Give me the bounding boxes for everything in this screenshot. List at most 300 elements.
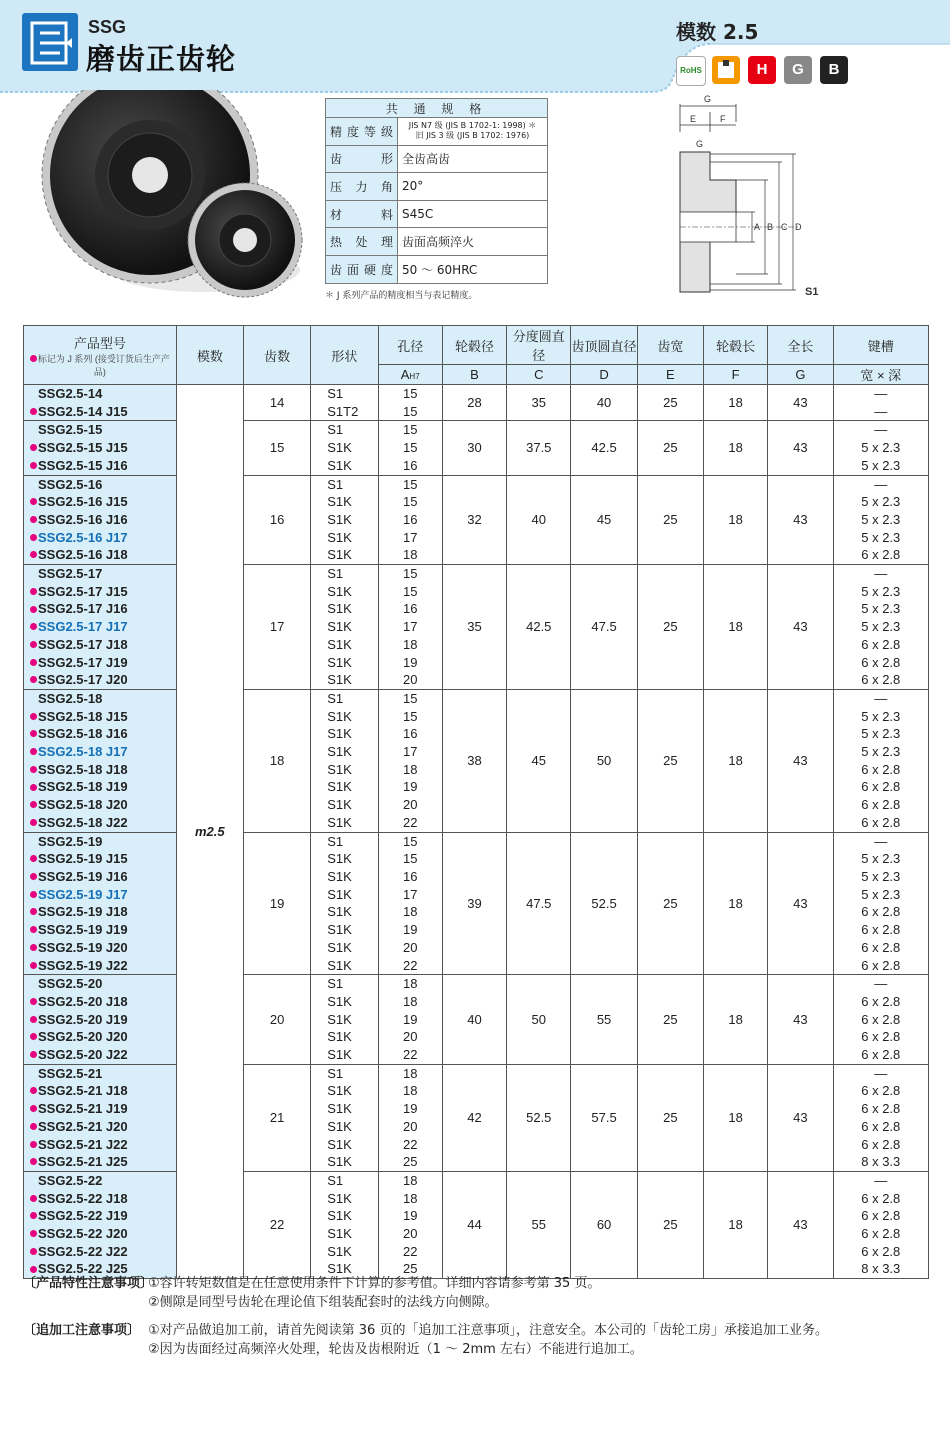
shape-cell: S1K xyxy=(311,1136,378,1154)
model-number: SSG2.5-19 J16 xyxy=(38,868,128,884)
teeth-cell: 15 xyxy=(243,421,310,475)
keyway-cell: 5 x 2.3 xyxy=(833,439,928,457)
keyway-cell: 6 x 2.8 xyxy=(833,1082,928,1100)
keyway-cell: 6 x 2.8 xyxy=(833,654,928,672)
model-number: SSG2.5-21 J22 xyxy=(38,1136,128,1152)
dim-c-cell: 40 xyxy=(507,475,571,565)
black-oxide-badge-icon: B xyxy=(820,56,848,84)
dim-d-cell: 57.5 xyxy=(571,1064,637,1171)
model-number: SSG2.5-14 xyxy=(38,386,103,401)
shape-cell: S1K xyxy=(311,600,378,618)
dim-e-cell: 25 xyxy=(637,975,703,1065)
keyway-cell: — xyxy=(833,385,928,403)
model-cell xyxy=(24,654,177,672)
keyway-cell: 5 x 2.3 xyxy=(833,886,928,904)
j-series-dot-icon xyxy=(30,444,37,451)
keyway-cell: 5 x 2.3 xyxy=(833,600,928,618)
keyway-cell: 6 x 2.8 xyxy=(833,1190,928,1208)
bore-cell: 18 xyxy=(378,1082,442,1100)
dim-c-label: C xyxy=(781,222,788,232)
col-model-header xyxy=(24,326,177,385)
shape-cell: S1K xyxy=(311,493,378,511)
model-cell xyxy=(24,511,177,529)
dim-e-cell: 25 xyxy=(637,385,703,421)
series-code: SSG xyxy=(88,17,127,37)
product-notes-tag: 〔产品特性注意事项〕 xyxy=(23,1276,154,1291)
j-series-dot-icon xyxy=(30,659,37,666)
teeth-cell: 18 xyxy=(243,689,310,832)
j-series-dot-icon xyxy=(30,534,37,541)
col-hub-dia-header: 轮毂径 xyxy=(442,326,506,365)
keyway-cell: 8 x 3.3 xyxy=(833,1260,928,1278)
col-keyway-sub: 宽 × 深 xyxy=(833,365,928,385)
model-number: SSG2.5-22 J19 xyxy=(38,1208,128,1224)
shape-cell: S1 xyxy=(311,1171,378,1189)
model-cell xyxy=(24,1136,177,1154)
bore-cell: 15 xyxy=(378,832,442,850)
bore-cell: 15 xyxy=(378,421,442,439)
keyway-cell: 6 x 2.8 xyxy=(833,778,928,796)
model-number: SSG2.5-21 J18 xyxy=(38,1083,128,1099)
model-number: SSG2.5-17 J18 xyxy=(38,636,128,652)
model-number: SSG2.5-18 xyxy=(38,690,103,706)
model-cell xyxy=(24,671,177,689)
ground-badge-icon: G xyxy=(784,56,812,84)
shape-cell: S1K xyxy=(311,886,378,904)
spec-label: 齿 形 xyxy=(326,145,398,173)
model-cell xyxy=(24,1171,177,1189)
bore-cell: 19 xyxy=(378,1207,442,1225)
dim-g-cell: 43 xyxy=(768,689,833,832)
dim-f-cell: 18 xyxy=(703,475,767,565)
model-number: SSG2.5-20 J20 xyxy=(38,1029,128,1045)
model-number: SSG2.5-18 J19 xyxy=(38,779,128,795)
model-cell xyxy=(24,725,177,743)
model-cell xyxy=(24,689,177,707)
table-row xyxy=(24,421,929,439)
model-cell xyxy=(24,1028,177,1046)
shape-cell: S1K xyxy=(311,850,378,868)
bore-cell: 17 xyxy=(378,529,442,547)
model-cell xyxy=(24,457,177,475)
model-number: SSG2.5-16 J18 xyxy=(38,547,128,563)
keyway-cell: 6 x 2.8 xyxy=(833,1011,928,1029)
model-cell xyxy=(24,903,177,921)
model-number: SSG2.5-22 J18 xyxy=(38,1190,128,1206)
bore-cell: 22 xyxy=(378,1243,442,1261)
bore-cell: 15 xyxy=(378,403,442,421)
dim-g-label: G xyxy=(704,94,712,104)
bore-cell: 20 xyxy=(378,671,442,689)
j-series-dot-icon xyxy=(30,1141,37,1148)
spec-label: 压 力 角 xyxy=(326,173,398,201)
dim-c-cell: 52.5 xyxy=(507,1064,571,1171)
model-number: SSG2.5-18 J15 xyxy=(38,708,128,724)
model-cell xyxy=(24,403,177,421)
dim-f-cell: 18 xyxy=(703,689,767,832)
model-cell xyxy=(24,886,177,904)
dim-d-cell: 60 xyxy=(571,1171,637,1278)
bore-cell: 15 xyxy=(378,850,442,868)
j-series-dot-icon xyxy=(30,713,37,720)
j-series-dot-icon xyxy=(30,748,37,755)
keyway-cell: — xyxy=(833,1171,928,1189)
dim-d-label: D xyxy=(795,222,802,232)
model-number: SSG2.5-20 J18 xyxy=(38,993,128,1009)
model-number: SSG2.5-15 J16 xyxy=(38,457,128,473)
keyway-cell: 6 x 2.8 xyxy=(833,814,928,832)
shape-cell: S1K xyxy=(311,903,378,921)
model-number: SSG2.5-19 J22 xyxy=(38,957,128,973)
hardened-badge-icon: H xyxy=(748,56,776,84)
j-series-dot-icon xyxy=(30,926,37,933)
dim-c-cell: 37.5 xyxy=(507,421,571,475)
keyway-cell: 6 x 2.8 xyxy=(833,761,928,779)
col-hub-dia-sub: B xyxy=(442,365,506,385)
model-cell xyxy=(24,618,177,636)
model-number: SSG2.5-19 J18 xyxy=(38,904,128,920)
bore-cell: 17 xyxy=(378,886,442,904)
model-cell xyxy=(24,957,177,975)
keyway-cell: 6 x 2.8 xyxy=(833,671,928,689)
bore-cell: 18 xyxy=(378,903,442,921)
table-row xyxy=(24,832,929,850)
shape-cell: S1K xyxy=(311,1243,378,1261)
keyway-cell: 6 x 2.8 xyxy=(833,939,928,957)
spec-label: 热 处 理 xyxy=(326,228,398,256)
table-row xyxy=(24,1171,929,1189)
model-cell xyxy=(24,939,177,957)
rohs-badge-icon: RoHS xyxy=(676,56,706,86)
dim-c-cell: 55 xyxy=(507,1171,571,1278)
module-cell: m2.5 xyxy=(176,385,243,1279)
keyway-cell: — xyxy=(833,1064,928,1082)
model-cell xyxy=(24,421,177,439)
j-series-dot-icon xyxy=(30,944,37,951)
dim-f-cell: 18 xyxy=(703,832,767,975)
dim-g-cell: 43 xyxy=(768,385,833,421)
model-cell xyxy=(24,1082,177,1100)
keyway-cell: 6 x 2.8 xyxy=(833,1028,928,1046)
keyway-cell: 5 x 2.3 xyxy=(833,868,928,886)
j-series-dot-icon xyxy=(30,819,37,826)
col-total-len-header: 全长 xyxy=(768,326,833,365)
shape-cell: S1K xyxy=(311,1190,378,1208)
j-series-dot-icon xyxy=(30,1212,37,1219)
shape-cell: S1K xyxy=(311,1011,378,1029)
shape-cell: S1K xyxy=(311,796,378,814)
bore-cell: 20 xyxy=(378,1028,442,1046)
shape-cell: S1K xyxy=(311,1118,378,1136)
keyway-cell: — xyxy=(833,475,928,493)
shape-cell: S1 xyxy=(311,475,378,493)
model-cell xyxy=(24,761,177,779)
table-row xyxy=(24,565,929,583)
table-row xyxy=(24,1064,929,1082)
model-number: SSG2.5-19 J20 xyxy=(38,939,128,955)
j-series-dot-icon xyxy=(30,998,37,1005)
col-face-width-sub: E xyxy=(637,365,703,385)
teeth-cell: 19 xyxy=(243,832,310,975)
shape-cell: S1 xyxy=(311,1064,378,1082)
j-series-dot-icon xyxy=(30,1158,37,1165)
model-cell xyxy=(24,583,177,601)
col-hub-len-header: 轮毂长 xyxy=(703,326,767,365)
model-cell xyxy=(24,439,177,457)
keyway-cell: 6 x 2.8 xyxy=(833,1046,928,1064)
shape-cell: S1K xyxy=(311,618,378,636)
keyway-cell: — xyxy=(833,403,928,421)
dim-d-cell: 47.5 xyxy=(571,565,637,690)
bore-cell: 25 xyxy=(378,1260,442,1278)
product-notes xyxy=(23,1272,929,1312)
model-number: SSG2.5-15 J15 xyxy=(38,440,128,456)
keyway-cell: — xyxy=(833,975,928,993)
bore-cell: 16 xyxy=(378,600,442,618)
bore-cell: 15 xyxy=(378,708,442,726)
keyway-cell: 5 x 2.3 xyxy=(833,743,928,761)
keyway-cell: 6 x 2.8 xyxy=(833,546,928,564)
dim-f-label: F xyxy=(720,114,726,124)
keyway-cell: 6 x 2.8 xyxy=(833,957,928,975)
shape-cell: S1K xyxy=(311,1100,378,1118)
j-series-dot-icon xyxy=(30,641,37,648)
j-series-dot-icon xyxy=(30,606,37,613)
bore-cell: 20 xyxy=(378,796,442,814)
keyway-cell: 6 x 2.8 xyxy=(833,921,928,939)
j-series-dot-icon xyxy=(30,1016,37,1023)
model-number: SSG2.5-18 J17 xyxy=(38,744,128,760)
model-cell xyxy=(24,1046,177,1064)
dim-b-cell: 38 xyxy=(442,689,506,832)
model-number: SSG2.5-17 J20 xyxy=(38,672,128,688)
dim-d-cell: 50 xyxy=(571,689,637,832)
model-number: SSG2.5-20 J19 xyxy=(38,1011,128,1027)
keyway-cell: 6 x 2.8 xyxy=(833,636,928,654)
dim-e-cell: 25 xyxy=(637,1171,703,1278)
model-number: SSG2.5-15 xyxy=(38,422,103,438)
j-series-dot-icon xyxy=(30,516,37,523)
shape-cell: S1K xyxy=(311,725,378,743)
dim-b-cell: 28 xyxy=(442,385,506,421)
model-cell xyxy=(24,778,177,796)
bore-cell: 16 xyxy=(378,725,442,743)
bore-cell: 19 xyxy=(378,921,442,939)
shape-cell: S1 xyxy=(311,832,378,850)
product-note-line: ②侧隙是同型号齿轮在理论值下组装配套时的法线方向侧隙。 xyxy=(148,1295,498,1310)
model-cell xyxy=(24,993,177,1011)
keyway-cell: 5 x 2.3 xyxy=(833,511,928,529)
bore-cell: 18 xyxy=(378,636,442,654)
shape-cell: S1K xyxy=(311,583,378,601)
keyway-cell: 6 x 2.8 xyxy=(833,903,928,921)
j-series-dot-icon xyxy=(30,730,37,737)
shape-cell: S1K xyxy=(311,743,378,761)
model-number: SSG2.5-16 J16 xyxy=(38,511,128,527)
model-number: SSG2.5-22 xyxy=(38,1172,103,1188)
keyway-cell: 8 x 3.3 xyxy=(833,1153,928,1171)
model-number: SSG2.5-18 J18 xyxy=(38,761,128,777)
dim-d-cell: 52.5 xyxy=(571,832,637,975)
dim-g-cell: 43 xyxy=(768,832,833,975)
j-series-dot-icon xyxy=(30,1105,37,1112)
dim-c-cell: 45 xyxy=(507,689,571,832)
model-number: SSG2.5-18 J20 xyxy=(38,797,128,813)
shape-cell: S1K xyxy=(311,778,378,796)
shape-cell: S1K xyxy=(311,546,378,564)
col-bore-sub: AH7 xyxy=(378,365,442,385)
dim-b-cell: 35 xyxy=(442,565,506,690)
keyway-cell: 5 x 2.3 xyxy=(833,529,928,547)
model-cell xyxy=(24,529,177,547)
spec-value: S45C xyxy=(398,200,548,228)
model-cell xyxy=(24,1207,177,1225)
model-cell xyxy=(24,1011,177,1029)
bore-cell: 20 xyxy=(378,1225,442,1243)
model-number: SSG2.5-22 J25 xyxy=(38,1261,128,1277)
teeth-cell: 20 xyxy=(243,975,310,1065)
dim-g-cell: 43 xyxy=(768,565,833,690)
dim-f-cell: 18 xyxy=(703,975,767,1065)
model-cell xyxy=(24,1225,177,1243)
model-cell xyxy=(24,1190,177,1208)
dim-g-cell: 43 xyxy=(768,1171,833,1278)
process-note-line: ①对产品做追加工前，请首先阅读第 36 页的「追加工注意事项」，注意安全。本公司的「齿轮工房」承接追加工业务。 xyxy=(148,1323,828,1338)
j-series-dot-icon xyxy=(30,1123,37,1130)
model-cell xyxy=(24,565,177,583)
model-cell xyxy=(24,868,177,886)
bore-cell: 15 xyxy=(378,565,442,583)
dim-d-cell: 45 xyxy=(571,475,637,565)
model-number: SSG2.5-16 J15 xyxy=(38,494,128,510)
bore-cell: 19 xyxy=(378,1100,442,1118)
j-series-dot-icon xyxy=(30,623,37,630)
spec-label: 齿面硬度 xyxy=(326,255,398,283)
model-number: SSG2.5-18 J16 xyxy=(38,726,128,742)
shape-cell: S1K xyxy=(311,761,378,779)
bore-cell: 20 xyxy=(378,939,442,957)
shape-cell: S1K xyxy=(311,939,378,957)
shape-cell: S1K xyxy=(311,654,378,672)
teeth-cell: 22 xyxy=(243,1171,310,1278)
keyway-cell: 5 x 2.3 xyxy=(833,725,928,743)
model-cell xyxy=(24,1100,177,1118)
bore-cell: 18 xyxy=(378,993,442,1011)
dim-e-cell: 25 xyxy=(637,421,703,475)
shape-cell: S1K xyxy=(311,1046,378,1064)
model-cell xyxy=(24,850,177,868)
model-number: SSG2.5-19 J17 xyxy=(38,886,128,902)
model-number: SSG2.5-16 xyxy=(38,476,103,492)
dim-d-cell: 40 xyxy=(571,385,637,421)
bore-cell: 18 xyxy=(378,1064,442,1082)
col-pitch-dia-header: 分度圆直径 xyxy=(507,326,571,365)
model-cell xyxy=(24,743,177,761)
model-cell xyxy=(24,636,177,654)
series-name: 磨齿正齿轮 xyxy=(86,42,237,76)
bore-cell: 22 xyxy=(378,1046,442,1064)
j-series-dot-icon xyxy=(30,766,37,773)
j-series-dot-icon xyxy=(30,408,37,415)
j-series-dot-icon xyxy=(30,498,37,505)
col-face-width-header: 齿宽 xyxy=(637,326,703,365)
dim-f-cell: 18 xyxy=(703,565,767,690)
col-hub-len-sub: F xyxy=(703,365,767,385)
shape-cell: S1 xyxy=(311,689,378,707)
model-number: SSG2.5-17 J17 xyxy=(38,619,128,635)
shape-cell: S1K xyxy=(311,1028,378,1046)
model-number: SSG2.5-20 J22 xyxy=(38,1047,128,1063)
series-logo-icon xyxy=(22,13,78,71)
model-number: SSG2.5-19 xyxy=(38,833,103,849)
col-keyway-header: 键槽 xyxy=(833,326,928,365)
bore-cell: 15 xyxy=(378,439,442,457)
shape-cell: S1K xyxy=(311,1153,378,1171)
j-series-dot-icon xyxy=(30,801,37,808)
dim-b-label: B xyxy=(767,222,774,232)
j-series-dot-icon xyxy=(30,891,37,898)
model-number: SSG2.5-21 xyxy=(38,1065,103,1081)
module-label: 模数 2.5 xyxy=(676,20,759,44)
shape-cell: S1K xyxy=(311,511,378,529)
table-row xyxy=(24,975,929,993)
j-series-dot-icon xyxy=(30,1195,37,1202)
col-module-header: 模数 xyxy=(176,326,243,385)
dim-f-cell: 18 xyxy=(703,421,767,475)
bore-cell: 17 xyxy=(378,618,442,636)
model-number: SSG2.5-17 J15 xyxy=(38,583,128,599)
bore-cell: 18 xyxy=(378,975,442,993)
table-row xyxy=(24,475,929,493)
j-series-dot-icon xyxy=(30,588,37,595)
keyway-cell: — xyxy=(833,421,928,439)
keyway-cell: — xyxy=(833,565,928,583)
model-cell xyxy=(24,921,177,939)
dim-d-cell: 42.5 xyxy=(571,421,637,475)
j-series-dot-icon xyxy=(30,855,37,862)
dim-e-cell: 25 xyxy=(637,689,703,832)
product-table xyxy=(23,325,929,1279)
keyway-cell: 5 x 2.3 xyxy=(833,708,928,726)
shape-cell: S1K xyxy=(311,921,378,939)
bore-cell: 17 xyxy=(378,743,442,761)
dim-e-cell: 25 xyxy=(637,1064,703,1171)
product-note-line: ①容许转矩数值是在任意使用条件下计算的参考值。详细内容请参考第 35 页。 xyxy=(148,1276,601,1291)
dim-c-cell: 42.5 xyxy=(507,565,571,690)
dim-b-cell: 32 xyxy=(442,475,506,565)
spec-value: 50 ～ 60HRC xyxy=(398,255,548,283)
dim-e-cell: 25 xyxy=(637,832,703,975)
model-number: SSG2.5-22 J20 xyxy=(38,1226,128,1242)
bore-cell: 16 xyxy=(378,868,442,886)
gear-dimension-drawing xyxy=(650,92,830,302)
keyway-cell: 6 x 2.8 xyxy=(833,1136,928,1154)
shape-cell: S1K xyxy=(311,457,378,475)
model-cell xyxy=(24,814,177,832)
col-tip-dia-header: 齿顶圆直径 xyxy=(571,326,637,365)
j-series-dot-icon xyxy=(30,1033,37,1040)
teeth-cell: 17 xyxy=(243,565,310,690)
keyway-cell: 5 x 2.3 xyxy=(833,583,928,601)
spec-footnote: ＊ J 系列产品的精度相当与表记精度。 xyxy=(325,291,478,301)
table-row xyxy=(24,385,929,403)
bore-cell: 15 xyxy=(378,385,442,403)
dim-g-cell: 43 xyxy=(768,975,833,1065)
bore-cell: 22 xyxy=(378,814,442,832)
dim-c-cell: 47.5 xyxy=(507,832,571,975)
keyway-cell: 6 x 2.8 xyxy=(833,1207,928,1225)
keyway-cell: — xyxy=(833,689,928,707)
